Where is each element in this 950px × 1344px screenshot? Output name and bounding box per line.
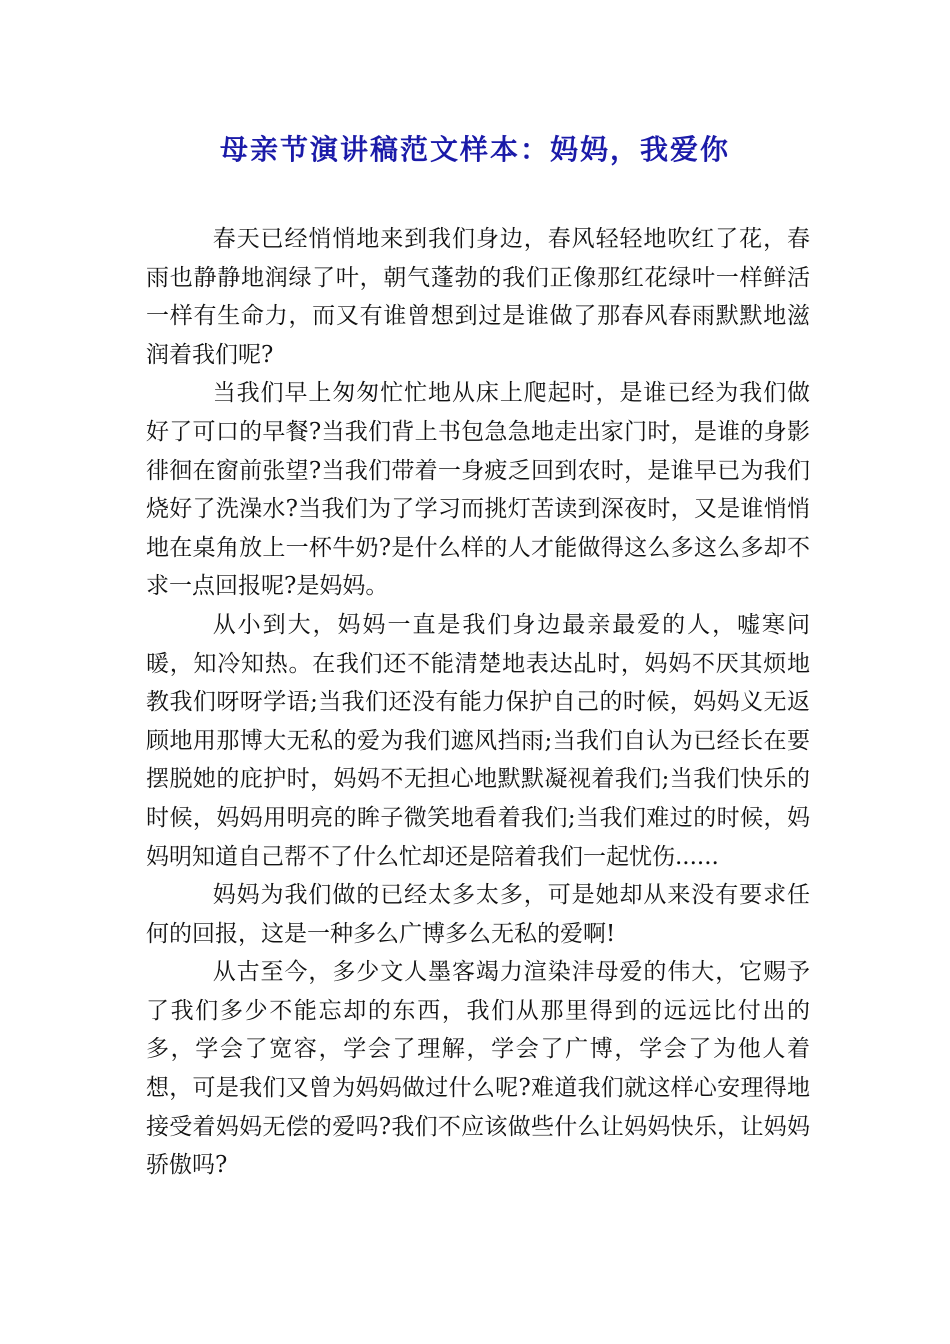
paragraph: 从古至今，多少文人墨客竭力渲染沣母爱的伟大，它赐予了我们多少不能忘却的东西，我们从那里得到的远远比付出的多，学会了宽容，学会了理解，学会了广博，学会了为他人着想，可是我们又曾为妈妈做过什么呢?难道我们就这样心安理得地接受着妈妈无偿的爱吗?我们不应该做些什么让妈妈快乐，让妈妈骄傲吗? xyxy=(146,959,810,1179)
document-body xyxy=(146,220,810,1185)
document-title: 母亲节演讲稿范文样本：妈妈，我爱你 xyxy=(219,133,730,166)
paragraph: 从小到大，妈妈一直是我们身边最亲最爱的人，嘘寒问暖，知冷知热。在我们还不能清楚地表达乩时，妈妈不厌其烦地教我们呀呀学语;当我们还没有能力保护自己的时候，妈妈义无返顾地用那博大无私的爱为我们遮风挡雨;当我们自认为已经长在要摆脱她的庇护时，妈妈不无担心地默默凝视着我们;当我们快乐的时候，妈妈用明亮的眸子微笑地看着我们;当我们难过的时候，妈妈明知道自己帮不了什么忙却还是陪着我们一起忧伤...... xyxy=(146,611,810,870)
paragraph: 当我们早上匆匆忙忙地从床上爬起时，是谁已经为我们做好了可口的早餐?当我们背上书包急急地走出家门时，是谁的身影徘徊在窗前张望?当我们带着一身疲乏回到农时，是谁早已为我们烧好了洗澡水?当我们为了学习而挑灯苦读到深夜时，又是谁悄悄地在桌角放上一杯牛奶?是什么样的人才能做得这么多这么多却不求一点回报呢?是妈妈。 xyxy=(146,380,810,600)
paragraph: 春天已经悄悄地来到我们身边，春风轻轻地吹红了花，春雨也静静地润绿了叶，朝气蓬勃的我们正像那红花绿叶一样鲜活一样有生命力，而又有谁曾想到过是谁做了那春风春雨默默地滋润着我们呢? xyxy=(146,226,810,368)
paragraph: 妈妈为我们做的已经太多太多，可是她却从来没有要求任何的回报，这是一种多么广博多么无私的爱啊! xyxy=(146,882,810,947)
